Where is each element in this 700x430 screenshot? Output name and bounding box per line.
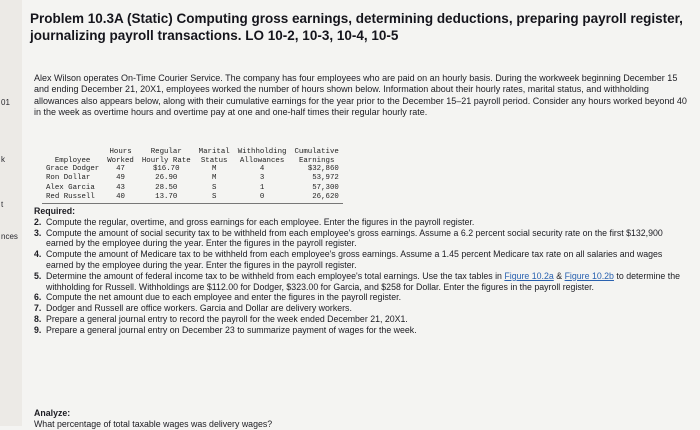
required-section bbox=[34, 206, 688, 336]
problem-intro: Alex Wilson operates On-Time Courier Service. The company has four employees who are paid on an hourly basis. During the workweek beginning December 15 and ending December 21, 20X1, employees worked the number of hours shown below. Information about their hourly rates, marital status, and withholding allowances also appears below, along with their cumulative earnings for the year prior to the December 15–21 payroll period. Consider any hours worked beyond 40 in the week as overtime hours and overtime pay at one and one-half times their regular hourly rate. bbox=[34, 73, 687, 118]
employee-table-wrap bbox=[42, 148, 343, 204]
item-text-part: Determine the amount of federal income tax to be withheld from each employee's total earnings. Use the tax tables in bbox=[46, 270, 505, 281]
margin-label: 01 bbox=[1, 98, 10, 107]
item-number: 8. bbox=[34, 313, 42, 324]
employee-name-cell: Alex Garcia bbox=[46, 183, 95, 192]
item-text: Compute the net amount due to each employee and enter the figures in the payroll register. bbox=[46, 292, 402, 303]
rate-cell: 28.50 bbox=[155, 183, 178, 192]
item-number: 7. bbox=[34, 303, 42, 314]
item-number: 6. bbox=[34, 292, 42, 303]
marital-cell: S bbox=[195, 193, 234, 203]
required-item bbox=[34, 292, 688, 303]
analyze-heading: Analyze: bbox=[34, 408, 71, 418]
left-margin-strip bbox=[0, 0, 22, 426]
required-heading: Required: bbox=[34, 206, 76, 216]
margin-label: k bbox=[1, 155, 5, 164]
earnings-cell: 26,620 bbox=[291, 193, 343, 203]
table-header-cell: Regular bbox=[150, 148, 182, 156]
employee-name-cell: Grace Dodger bbox=[46, 165, 100, 173]
required-item bbox=[34, 303, 688, 314]
margin-label: nces bbox=[1, 232, 18, 241]
item-number: 9. bbox=[34, 324, 42, 335]
item-text: Prepare a general journal entry on December 23 to summarize payment of wages for the week. bbox=[46, 324, 417, 335]
required-item bbox=[34, 217, 688, 228]
table-header-cell: Employee bbox=[54, 156, 91, 165]
allowances-cell: 3 bbox=[259, 174, 265, 183]
problem-title: Problem 10.3A (Static) Computing gross earnings, determining deductions, preparing payroll register, journalizing payroll transactions. LO 10-2, 10-3, 10-4, 10-5 bbox=[30, 11, 683, 43]
table-header-cell: Hours bbox=[109, 148, 132, 156]
allowances-cell: 0 bbox=[234, 193, 291, 203]
table-header-cell: Earnings bbox=[298, 156, 335, 165]
rate-cell: $16.70 bbox=[152, 165, 180, 173]
item-text-part: to determine the withholding for Russell. Withholdings are $112.00 for Dodger, $323.00 for Garcia, and $258 for Dollar. Enter the figures in the payroll register. bbox=[46, 270, 680, 292]
hours-cell: 47 bbox=[116, 165, 125, 173]
analyze-section bbox=[34, 408, 272, 430]
table-header-cell: Worked bbox=[107, 156, 134, 165]
table-header-row bbox=[42, 148, 343, 157]
analyze-question: What percentage of total taxable wages was delivery wages? bbox=[34, 418, 273, 429]
figure-10-2a-link[interactable]: Figure 10.2a bbox=[504, 270, 554, 281]
rate-cell: 13.70 bbox=[138, 193, 195, 203]
table-row bbox=[42, 165, 343, 174]
table-header-cell: Hourly Rate bbox=[141, 156, 191, 165]
earnings-cell: 53,972 bbox=[312, 174, 339, 183]
table-header-cell: Marital bbox=[198, 148, 230, 156]
rate-cell: 26.90 bbox=[155, 174, 178, 183]
hours-cell: 43 bbox=[116, 183, 125, 192]
item-text: Compute the amount of Medicare tax to be withheld from each employee's gross earnings. Assume a 1.45 percent Medicare tax rate on all salaries and wages earned by the employee during the year. Enter the figures in the payroll register. bbox=[46, 249, 663, 270]
required-item bbox=[34, 271, 688, 293]
allowances-cell: 1 bbox=[259, 183, 265, 192]
employee-name-cell: Red Russell bbox=[42, 193, 103, 203]
hours-cell: 40 bbox=[103, 193, 138, 203]
hours-cell: 49 bbox=[116, 174, 125, 183]
item-text: Compute the regular, overtime, and gross earnings for each employee. Enter the figures in the payroll register. bbox=[46, 216, 475, 227]
employee-table bbox=[42, 148, 343, 204]
required-item bbox=[34, 249, 688, 271]
table-header-cell: Allowances bbox=[239, 156, 285, 165]
item-number: 3. bbox=[34, 227, 42, 238]
item-number: 2. bbox=[34, 216, 42, 227]
required-item bbox=[34, 314, 688, 325]
margin-label: t bbox=[1, 200, 4, 209]
table-header-row bbox=[42, 157, 343, 166]
problem-page bbox=[30, 10, 692, 429]
item-text: Dodger and Russell are office workers. Garcia and Dollar are delivery workers. bbox=[46, 303, 352, 314]
table-row bbox=[42, 184, 343, 193]
table-row bbox=[42, 193, 343, 203]
marital-cell: M bbox=[211, 174, 217, 183]
table-header-cell: Withholding bbox=[237, 148, 287, 156]
required-item bbox=[34, 228, 688, 250]
item-text: Prepare a general journal entry to record the payroll for the week ended December 21, 20X1. bbox=[46, 313, 408, 324]
table-header-cell: Status bbox=[200, 156, 228, 165]
allowances-cell: 4 bbox=[259, 165, 265, 173]
marital-cell: M bbox=[211, 165, 217, 173]
table-row bbox=[42, 174, 343, 183]
marital-cell: S bbox=[211, 183, 217, 192]
earnings-cell: 57,300 bbox=[312, 183, 339, 192]
item-number: 5. bbox=[34, 270, 42, 281]
earnings-cell: $32,860 bbox=[307, 165, 339, 173]
figure-10-2b-link[interactable]: Figure 10.2b bbox=[564, 270, 614, 281]
table-header-cell bbox=[42, 148, 103, 157]
required-item bbox=[34, 325, 688, 336]
table-header-cell: Cumulative bbox=[294, 148, 339, 156]
item-number: 4. bbox=[34, 249, 42, 260]
item-text-part: & bbox=[553, 270, 565, 281]
item-text bbox=[46, 271, 688, 293]
item-text: Compute the amount of social security tax to be withheld from each employee's gross earnings. Assume a 6.2 percent social security rate on the first $132,900 earned by the employee during the year. Enter the figures in the payroll register. bbox=[46, 227, 663, 249]
employee-name-cell: Ron Dollar bbox=[46, 174, 91, 183]
